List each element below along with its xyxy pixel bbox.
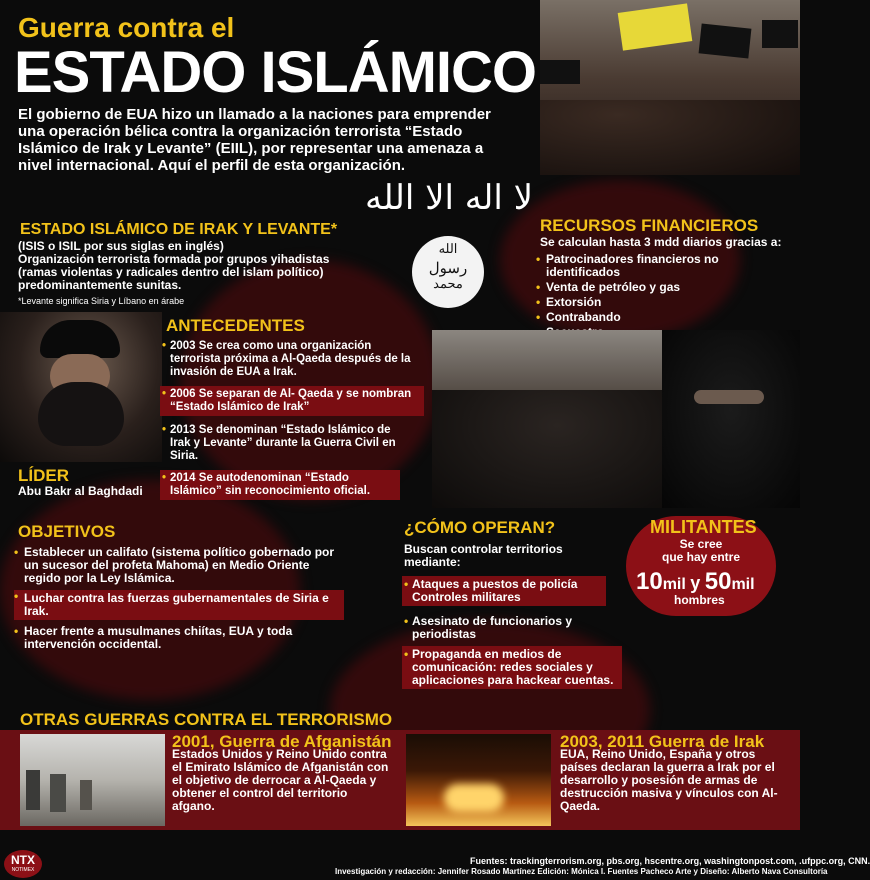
soldier-shape: [80, 780, 92, 810]
soldier-shape: [50, 774, 66, 812]
fuentes-text: trackingterrorism.org, pbs.org, hscentre.org, washingtonpost.com, .ufppc.org, CNN.: [510, 856, 870, 866]
eyes-shape: [694, 390, 764, 404]
beard-shape: [38, 382, 124, 446]
title-small: Guerra contra el: [18, 12, 235, 43]
antecedente-item: • 2006 Se separan de Al- Qaeda y se nombran “Estado Islámico de Irak”: [160, 386, 424, 416]
black-flag: [540, 60, 580, 84]
footer-fuentes: [470, 856, 870, 866]
objetivos-list: [14, 546, 344, 653]
credits-label: Edición:: [537, 867, 569, 876]
antecedente-item: • 2014 Se autodenominan “Estado Islámico” sin reconocimiento oficial.: [160, 470, 400, 500]
militantes-mil1: mil: [662, 576, 686, 593]
credits-value: Jennifer Rosado Martínez: [437, 867, 536, 876]
title-main: ESTADO ISLÁMICO: [14, 40, 537, 105]
recursos-subtitle: Se calculan hasta 3 mdd diarios gracias a:: [540, 235, 782, 249]
photo-fighters-flags: [540, 0, 800, 175]
afghanistan-title: 2001, Guerra de Afganistán: [172, 732, 392, 751]
antecedentes-title: ANTECEDENTES: [166, 316, 305, 335]
operan-title: ¿CÓMO OPERAN?: [404, 518, 556, 537]
operan-item: • Asesinato de funcionarios y periodistas: [402, 613, 606, 643]
militantes-y: y: [690, 573, 701, 593]
leader-name: Abu Bakr al Baghdadi: [18, 484, 143, 498]
eiil-description: Organización terrorista formada por grupos yihadistas (ramas violentas y radicales dentro del islam político) predominantemente sunitas.: [18, 252, 330, 292]
ntx-logo-icon: [4, 850, 42, 878]
crowd-shape: [540, 100, 800, 175]
yellow-flag: [618, 3, 693, 50]
operan-item: • Ataques a puestos de policía Controles militares: [402, 576, 606, 606]
photo-militants: [432, 330, 800, 508]
iraq-text: EUA, Reino Unido, España y otros países declaran la guerra a Irak por el desarrollo y posesión de armas de destrucción masiva y vínculos con Al-Qaeda.: [560, 747, 778, 813]
militantes-line3: hombres: [674, 593, 725, 607]
operan-item: • Propaganda en medios de comunicación: redes sociales y aplicaciones para hackear cuentas.: [402, 646, 622, 689]
militantes-num2: 50: [704, 568, 732, 595]
militantes-line1: Se cree: [679, 537, 723, 551]
recursos-list: [536, 253, 736, 341]
recurso-item: • Extorsión: [536, 296, 736, 309]
operan-intro: Buscan controlar territorios mediante:: [404, 542, 563, 569]
soldier-shape: [26, 770, 40, 810]
shahada-calligraphy: لا اله الا الله: [365, 178, 533, 218]
seal-line: رسول: [428, 259, 468, 277]
photo-afghanistan: [20, 734, 165, 826]
militantes-mil2: mil: [731, 576, 755, 593]
afghanistan-text: Estados Unidos y Reino Unido contra el Emirato Islámico de Afganistán con el objetivo de derrocar a Al-Qaeda y obtener el control del territorio afgano.: [172, 747, 389, 813]
footer-credits: [335, 867, 827, 876]
leader-portrait: [0, 312, 162, 462]
credits-label: Arte y Diseño:: [675, 867, 730, 876]
black-flag: [762, 20, 798, 48]
crowd-shape: [432, 390, 682, 508]
militantes-line2: que hay entre: [661, 550, 741, 564]
recurso-item: • Contrabando: [536, 311, 736, 324]
recurso-item: • Patrocinadores financieros no identificados: [536, 253, 736, 279]
objetivo-item: • Hacer frente a musulmanes chiítas, EUA y toda intervención occidental.: [14, 625, 344, 651]
otras-title: OTRAS GUERRAS CONTRA EL TERRORISMO: [20, 710, 393, 729]
objetivo-item: • Luchar contra las fuerzas gubernamentales de Siria e Irak.: [14, 590, 344, 620]
antecedente-item: • 2013 Se denominan “Estado Islámico de Irak y Levante” durante la Guerra Civil en Siria.: [160, 422, 414, 465]
militantes-title: MILITANTES: [650, 517, 757, 537]
intro-text: El gobierno de EUA hizo un llamado a la naciones para emprender una operación bélica contra la organización terrorista “Estado Islámico de Irak y Levante” (EIIL), por representar una amenaza a nivel internacional. Aquí el perfil de esta organización.: [18, 106, 491, 174]
credits-label: Investigación y redacción:: [335, 867, 436, 876]
turban-shape: [40, 320, 120, 358]
photo-iraq: [406, 734, 551, 826]
logo-sub: NOTIMEX: [11, 867, 35, 873]
credits-value: Mónica I. Fuentes Pacheco: [571, 867, 674, 876]
recurso-item: • Venta de petróleo y gas: [536, 281, 736, 294]
recursos-title: RECURSOS FINANCIEROS: [540, 216, 759, 235]
logo-text: NTX: [11, 853, 35, 867]
militantes-num1: 10: [636, 568, 663, 595]
seal-icon: [412, 236, 484, 308]
leader-title: LÍDER: [18, 466, 69, 485]
masked-fighter-shape: [662, 330, 800, 508]
fuentes-label: Fuentes:: [470, 856, 508, 866]
seal-line: الله: [438, 242, 458, 257]
credits-value: Alberto Nava Consultoría: [731, 867, 828, 876]
explosion-shape: [444, 784, 504, 812]
objetivos-title: OBJETIVOS: [18, 522, 116, 541]
objetivo-item: • Establecer un califato (sistema político gobernado por un sucesor del profeta Mahoma) en Medio Oriente regido por la Ley Islámica.: [14, 546, 344, 585]
black-flag: [699, 23, 752, 58]
antecedente-item: • 2003 Se crea como una organización terrorista próxima a Al-Qaeda después de la invasión de EUA a Irak.: [160, 338, 420, 381]
eiil-note: *Levante significa Siria y Líbano en árabe: [18, 296, 185, 306]
eiil-line1: (ISIS o ISIL por sus siglas en inglés): [18, 239, 224, 253]
militantes-figure: [636, 568, 755, 596]
iraq-title: 2003, 2011 Guerra de Irak: [560, 732, 765, 751]
eiil-title: ESTADO ISLÁMICO DE IRAK Y LEVANTE*: [20, 221, 338, 238]
seal-line: محمد: [433, 277, 463, 292]
